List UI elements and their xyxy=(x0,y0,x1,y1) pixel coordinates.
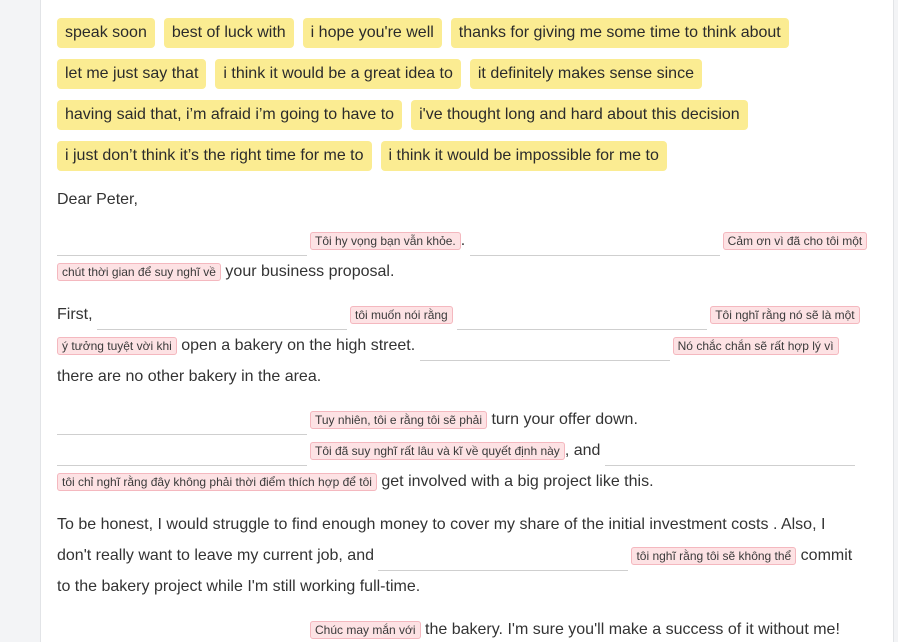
letter-paragraph-5 xyxy=(57,614,863,642)
letter-text: . xyxy=(460,232,466,249)
letter-paragraph-3 xyxy=(57,404,863,497)
answer-blank[interactable] xyxy=(605,444,855,466)
answer-blank[interactable] xyxy=(57,444,307,466)
letter-paragraph-4 xyxy=(57,509,863,602)
translation-hint: Chúc may mắn với xyxy=(310,621,421,639)
phrase-chip[interactable]: having said that, i’m afraid i’m going to have to xyxy=(57,100,402,130)
phrase-chip[interactable]: i think it would be a great idea to xyxy=(215,59,460,89)
letter-paragraph-1 xyxy=(57,225,863,287)
translation-hint: Nó chắc chắn sẽ rất hợp lý vì xyxy=(673,337,839,355)
phrase-chip[interactable]: thanks for giving me some time to think about xyxy=(451,18,789,48)
phrase-chip[interactable]: let me just say that xyxy=(57,59,206,89)
phrase-chip[interactable]: best of luck with xyxy=(164,18,294,48)
phrase-chip[interactable]: i hope you're well xyxy=(303,18,442,48)
letter-text: there are no other bakery in the area. xyxy=(57,368,322,385)
letter-text: To be honest, I would struggle to find enough money to cover my share of the initial investment costs . Also, I don't really want to leave my current job, and xyxy=(57,516,826,564)
translation-hint: Tôi hy vọng bạn vẫn khỏe. xyxy=(310,232,461,250)
letter-text: your business proposal. xyxy=(220,263,395,280)
letter-text: turn your offer down. xyxy=(487,411,638,428)
letter-text: get involved with a big project like this. xyxy=(376,473,654,490)
letter-text: open a bakery on the high street. xyxy=(176,337,420,354)
letter-text: the bakery. I'm sure you'll make a success of it without me! xyxy=(420,621,840,638)
phrase-chip[interactable]: i've thought long and hard about this decision xyxy=(411,100,748,130)
letter-paragraph-2 xyxy=(57,299,863,392)
phrase-chip[interactable]: speak soon xyxy=(57,18,155,48)
translation-hint: tôi muốn nói rằng xyxy=(350,306,453,324)
translation-hint: Tôi nghĩ rằng nó sẽ là một ý tưởng tuyệt vời khi xyxy=(57,306,860,355)
answer-blank[interactable] xyxy=(57,234,307,256)
letter-text: First, xyxy=(57,306,93,323)
exercise-card xyxy=(40,0,894,642)
phrase-chip[interactable]: i just don’t think it’s the right time for me to xyxy=(57,141,372,171)
answer-blank[interactable] xyxy=(420,339,670,361)
answer-blank[interactable] xyxy=(97,308,347,330)
translation-hint: Cảm ơn vì đã cho tôi một chút thời gian để suy nghĩ về xyxy=(57,232,867,281)
letter-greeting: Dear Peter, xyxy=(57,191,138,208)
translation-hint: Tôi đã suy nghĩ rất lâu và kĩ về quyết định này xyxy=(310,442,565,460)
translation-hint: tôi nghĩ rằng tôi sẽ không thể xyxy=(631,547,796,565)
answer-blank[interactable] xyxy=(470,234,720,256)
translation-hint: Tuy nhiên, tôi e rằng tôi sẽ phải xyxy=(310,411,487,429)
answer-blank[interactable] xyxy=(378,549,628,571)
phrase-chip[interactable]: i think it would be impossible for me to xyxy=(381,141,667,171)
letter-text: , and xyxy=(564,442,605,459)
phrase-bank xyxy=(57,18,863,171)
answer-blank[interactable] xyxy=(57,623,307,642)
translation-hint: tôi chỉ nghĩ rằng đây không phải thời điểm thích hợp để tôi xyxy=(57,473,377,491)
answer-blank[interactable] xyxy=(57,413,307,435)
letter-text: commit to the bakery project while I'm still working full-time. xyxy=(57,547,853,595)
answer-blank[interactable] xyxy=(457,308,707,330)
phrase-chip[interactable]: it definitely makes sense since xyxy=(470,59,702,89)
